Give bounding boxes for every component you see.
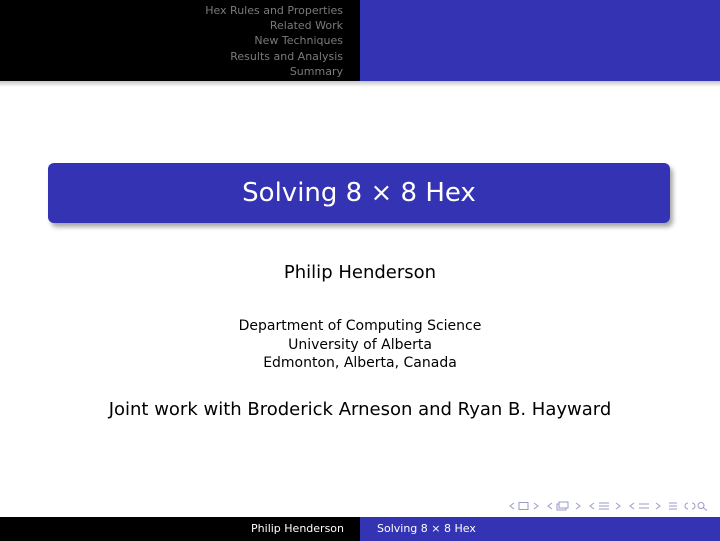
title-block xyxy=(48,163,670,223)
date: Joint work with Broderick Arneson and Ryan B. Hayward xyxy=(108,399,612,420)
slide-title: Solving 8 × 8 Hex xyxy=(242,178,476,208)
section-link-summary[interactable]: Summary xyxy=(289,64,343,78)
footline-author-box xyxy=(0,517,360,541)
institute-department: Department of Computing Science xyxy=(238,318,482,334)
search-icon[interactable] xyxy=(684,501,710,511)
institute-university: University of Alberta xyxy=(288,336,432,353)
section-nav-icon[interactable] xyxy=(588,501,622,511)
subsection-nav-icon[interactable] xyxy=(546,501,582,511)
footline-title: Solving 8 × 8 Hex xyxy=(377,522,476,535)
section-link-related-work[interactable]: Related Work xyxy=(269,19,343,33)
frame-nav-icon[interactable] xyxy=(508,501,540,511)
section-link-results[interactable]: Results and Analysis xyxy=(230,49,343,63)
subsection-navigation xyxy=(360,0,720,81)
navigation-symbols xyxy=(508,501,710,511)
institute xyxy=(0,317,720,373)
headline-shadow xyxy=(0,81,720,87)
section-link-new-techniques[interactable]: New Techniques xyxy=(254,34,343,48)
headline xyxy=(0,0,720,81)
footline-title-box xyxy=(360,517,720,541)
footline xyxy=(0,517,720,541)
section-list xyxy=(205,3,343,79)
institute-location: Edmonton, Alberta, Canada xyxy=(263,355,457,371)
section-link-hex-rules[interactable]: Hex Rules and Properties xyxy=(205,4,343,17)
section-navigation xyxy=(0,0,360,81)
author: Philip Henderson xyxy=(283,262,437,283)
document-nav-icon[interactable] xyxy=(628,501,662,511)
appendix-nav-icon[interactable] xyxy=(668,501,678,511)
footline-author: Philip Henderson xyxy=(251,522,344,535)
